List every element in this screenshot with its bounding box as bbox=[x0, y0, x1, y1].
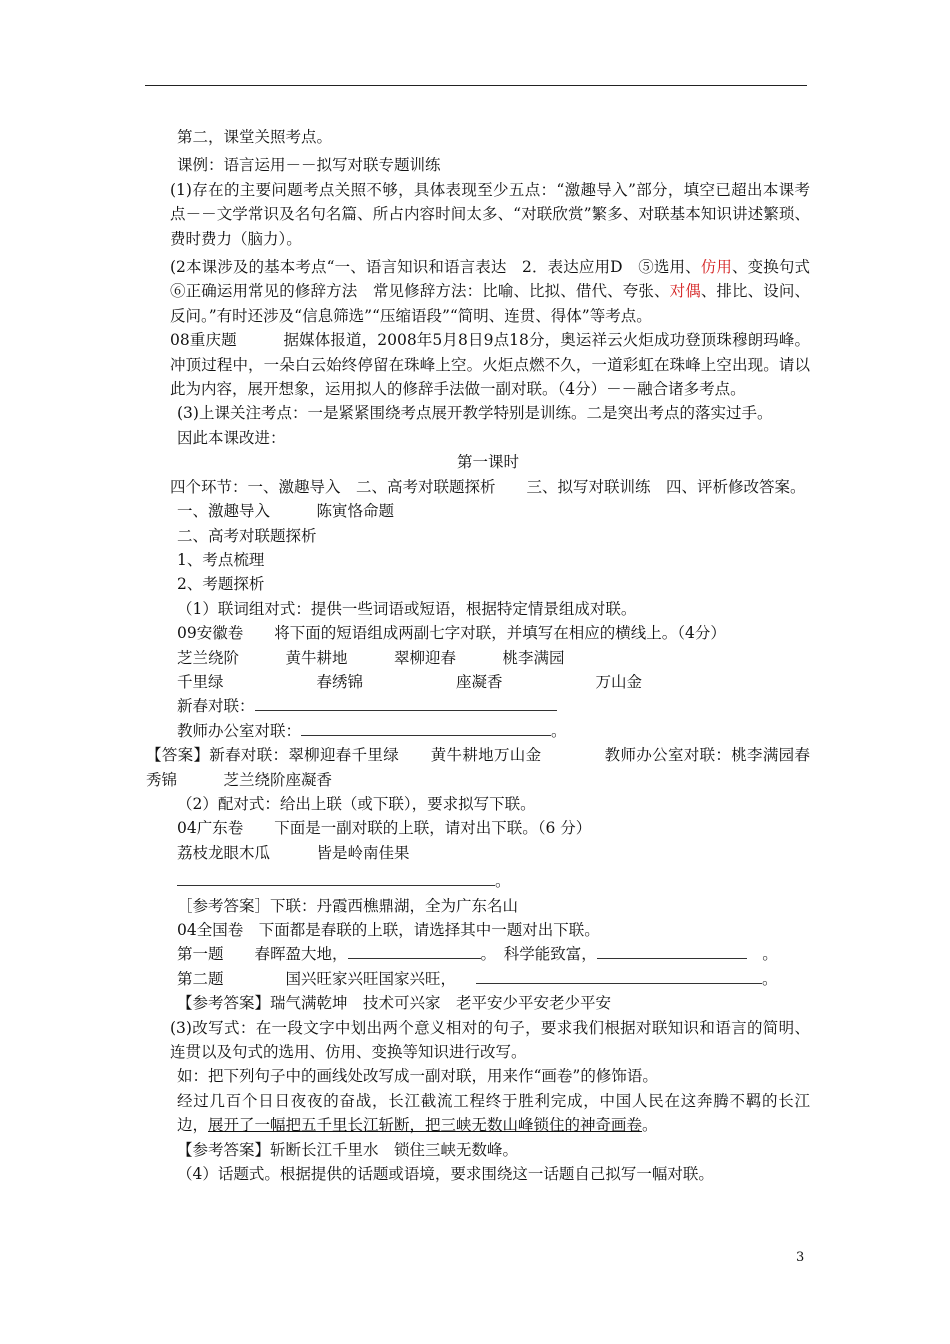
highlight-text: 对偶 bbox=[669, 282, 701, 301]
answer-blank bbox=[301, 721, 551, 736]
paragraph: 04全国卷 下面都是春联的上联，请选择其中一题对出下联。 bbox=[177, 921, 600, 939]
answer-blank bbox=[597, 944, 747, 959]
underlined-text: 展开了一幅把五千里长江斩断，把三峡无数山峰锁住的神奇画卷 bbox=[208, 1116, 643, 1135]
paragraph: 因此本课改进： bbox=[177, 428, 286, 447]
paragraph: 第二，课堂关照考点。 bbox=[177, 128, 333, 146]
answer-blank bbox=[476, 969, 762, 984]
paragraph: 1、考点梳理 bbox=[177, 550, 265, 569]
paragraph: 经过几百个日日夜夜的奋战，长江截流工程终于胜利完成，中国人民在这奔腾不羁的长江边，展开了一幅把五千里长江斩断，把三峡无数山峰锁住的神奇画卷。 bbox=[177, 1091, 810, 1135]
answer-blank bbox=[348, 944, 481, 959]
paragraph: 荔枝龙眼木瓜 皆是岭南佳果 bbox=[177, 843, 410, 862]
paragraph: 。 bbox=[146, 869, 810, 893]
answer-blank bbox=[255, 696, 557, 711]
paragraph: (1)存在的主要问题考点关照不够，具体表现至少五点：“激趣导入”部分，填空已超出本课考点－－文学常识及名句名篇、所占内容时间太多、“对联欣赏”繁多、对联基本知识讲述繁琐、费时费力（脑力）。 bbox=[170, 180, 810, 248]
paragraph: 09安徽卷 将下面的短语组成两副七字对联，并填写在相应的横线上。（4分） bbox=[177, 624, 726, 643]
paragraph: 第一题 春晖盈大地， 。 科学能致富， 。 bbox=[177, 945, 778, 964]
paragraph: (2本课涉及的基本考点“一、语言知识和语言表达 2．表达应用D ⑤选用、仿用、变换句式 ⑥正确运用常见的修辞方法 常见修辞方法：比喻、比拟、借代、夸张、对偶、排比、设问、反问。”有时还涉及“信息筛选”“压缩语段”“简明、连贯、得体”等考点。 bbox=[170, 258, 826, 325]
answer-blank bbox=[177, 871, 495, 886]
paragraph: 04广东卷 下面是一副对联的上联，请对出下联。（6 分） bbox=[177, 819, 592, 838]
section-heading: 第一课时 bbox=[456, 453, 519, 472]
paragraph: 教师办公室对联： 。 bbox=[177, 721, 567, 740]
paragraph: 第二题 国兴旺家兴旺国家兴旺， 。 bbox=[177, 969, 778, 988]
paragraph: （2）配对式：给出上联（或下联），要求拟写下联。 bbox=[177, 794, 536, 813]
paragraph: 二、高考对联题探析 bbox=[177, 526, 317, 545]
paragraph: 【参考答案】斩断长江千里水 锁住三峡无数峰。 bbox=[177, 1140, 519, 1159]
paragraph: (3)上课关注考点：一是紧紧围绕考点展开教学特别是训练。二是突出考点的落实过手。 bbox=[177, 404, 773, 423]
paragraph: 四个环节：一、激趣导入 二、高考对联题探析 三、拟写对联训练 四、评析修改答案。 bbox=[170, 477, 806, 496]
paragraph: 【参考答案】瑞气满乾坤 技术可兴家 老平安少平安老少平安 bbox=[177, 994, 612, 1013]
page-number: 3 bbox=[796, 1250, 805, 1265]
paragraph: ［参考答案］下联：丹霞西樵鼎湖，全为广东名山 bbox=[177, 896, 519, 915]
paragraph: 【答案】新春对联：翠柳迎春千里绿 黄牛耕地万山金 教师办公室对联：桃李满园春秀锦 芝兰绕阶座凝香 bbox=[146, 746, 810, 789]
highlight-text: 仿用 bbox=[700, 258, 733, 277]
paragraph: 千里绿 春绣锦 座凝香 万山金 bbox=[177, 672, 643, 691]
paragraph: 新春对联： bbox=[146, 694, 810, 718]
paragraph: 课例：语言运用－－拟写对联专题训练 bbox=[177, 156, 441, 175]
paragraph: 一、激趣导入 陈寅恪命题 bbox=[177, 502, 395, 521]
paragraph: （1）联词组对式：提供一些词语或短语，根据特定情景组成对联。 bbox=[177, 599, 637, 618]
document-body bbox=[146, 125, 826, 1186]
paragraph: 如：把下列句子中的画线处改写成一副对联，用来作“画卷”的修饰语。 bbox=[177, 1067, 658, 1086]
paragraph: 08重庆题 据媒体报道，2008年5月8日9点18分，奥运祥云火炬成功登顶珠穆朗玛峰。冲顶过程中，一朵白云始终停留在珠峰上空。火炬点燃不久，一道彩虹在珠峰上空出现。请以此为内容，展开想象，运用拟人的修辞手法做一副对联。（4分）－－融合诸多考点。 bbox=[170, 331, 810, 399]
paragraph: 芝兰绕阶 黄牛耕地 翠柳迎春 桃李满园 bbox=[177, 648, 565, 667]
header-rule bbox=[145, 85, 807, 86]
paragraph: （4）话题式。根据提供的话题或语境，要求围绕这一话题自己拟写一幅对联。 bbox=[177, 1165, 714, 1184]
paragraph: 2、考题探析 bbox=[177, 575, 265, 594]
paragraph: (3)改写式：在一段文字中划出两个意义相对的句子，要求我们根据对联知识和语言的简明、连贯以及句式的选用、仿用、变换等知识进行改写。 bbox=[170, 1018, 810, 1062]
